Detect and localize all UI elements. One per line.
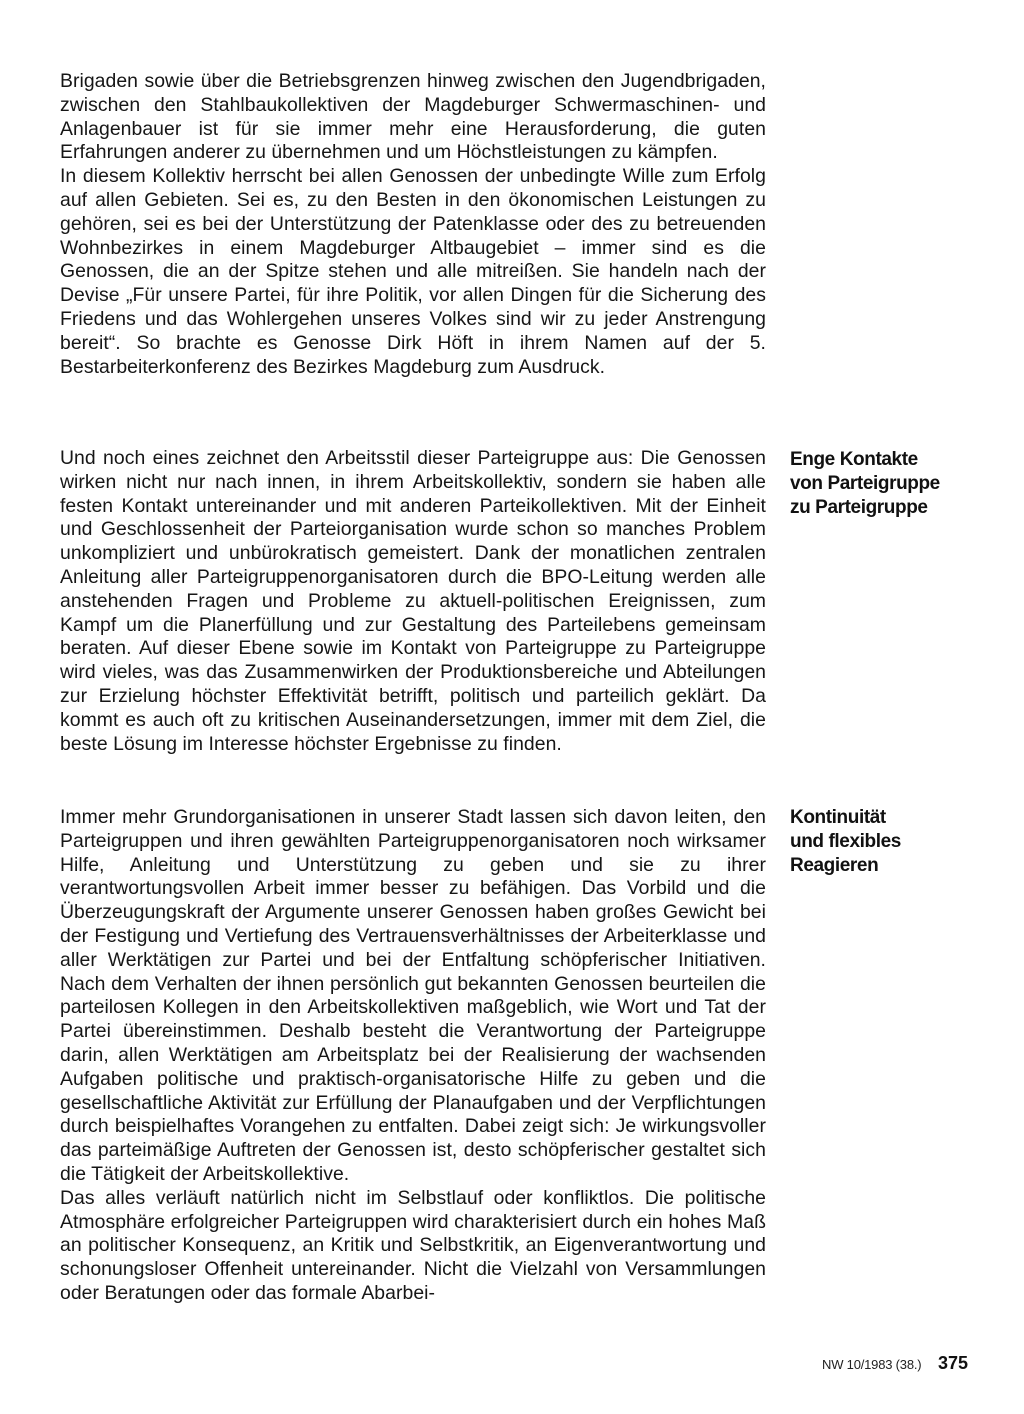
issue-reference: NW 10/1983 (38.) — [822, 1357, 922, 1372]
marginal-heading-contacts — [790, 448, 990, 520]
body-section-2 — [60, 447, 766, 756]
marginal-heading-line: Enge Kontakte — [790, 449, 918, 470]
body-section-1 — [60, 70, 766, 379]
body-paragraph: Und noch eines zeichnet den Arbeitsstil dieser Parteigruppe aus: Die Genossen wirken nicht nur nach innen, in ihrem Arbeitskollektiv, sondern sie haben alle festen Kontakt untereinander und mit anderen Parteikollektiven. Mit der Einheit und Geschlossenheit der Parteiorganisation wurde schon so manches Problem unkompliziert und unbürokratisch gemeistert. Dank der monatlichen zentralen Anleitung aller Parteigruppenorganisatoren durch die BPO-Leitung werden alle anstehenden Fragen und Probleme zu aktuell-politischen Ereignissen, zum Kampf um die Planerfüllung und zur Gestaltung des Parteilebens gemeinsam beraten. Auf dieser Ebene sowie im Kontakt von Parteigruppe zu Parteigruppe wird vieles, was das Zusammenwirken der Produktionsbereiche und Abteilungen zur Erzielung höchster Effektivität betrifft, politisch und parteilich geklärt. Da kommt es auch oft zu kritischen Auseinandersetzungen, immer mit dem Ziel, die beste Lösung im Interesse höchster Ergebnisse zu finden. — [60, 447, 766, 755]
body-paragraph: Immer mehr Grundorganisationen in unserer Stadt lassen sich davon leiten, den Parteigruppen und ihren gewählten Parteigruppenorganisatoren noch wirksamer Hilfe, Anleitung und Unterstützung zu geben und sie zu ihrer verantwortungsvollen Arbeit immer besser zu befähigen. Das Vorbild und die Überzeugungskraft der Argumente unserer Genossen haben großes Gewicht bei der Festigung und Vertiefung des Vertrauensverhältnisses der Arbeiterklasse und aller Werktätigen zur Partei und bei der Entfaltung schöpferischer Initiativen. Nach dem Verhalten der ihnen persönlich gut bekannten Genossen beurteilen die parteilosen Kollegen in den Arbeitskollektiven maßgeblich, wie Wort und Tat der Partei übereinstimmen. Deshalb besteht die Verantwortung der Parteigruppe darin, allen Werktätigen am Arbeitsplatz bei der Realisierung der wachsenden Aufgaben politische und praktisch-organisatorische Hilfe zu geben und die gesellschaftliche Aktivität zur Erfüllung der Planaufgaben und der Verpflichtungen durch beispielhaftes Vorangehen zu entfalten. Dabei zeigt sich: Je wirkungsvoller das parteimäßige Auftreten der Genossen ist, desto schöpferischer gestaltet sich die Tätigkeit der Arbeitskollektive. — [60, 806, 766, 1185]
marginal-heading-line: Reagieren — [790, 855, 879, 876]
body-paragraph: Das alles verläuft natürlich nicht im Selbstlauf oder konfliktlos. Die politische Atmosphäre erfolgreicher Parteigruppen wird charakterisiert durch ein hohes Maß an politischer Konsequenz, an Kritik und Selbstkritik, an Eigenverantwortung und schonungsloser Offenheit untereinander. Nicht die Vielzahl von Versammlungen oder Beratungen oder das formale Abarbei- — [60, 1186, 766, 1304]
body-paragraph: In diesem Kollektiv herrscht bei allen Genossen der unbedingte Wille zum Erfolg auf allen Gebieten. Sei es, zu den Besten in den ökonomischen Leistungen zu gehören, sei es bei der Unterstützung der Patenklasse oder des zu betreuenden Wohnbezirkes in einem Magdeburger Altbaugebiet – immer sind es die Genossen, die an der Spitze stehen und alle mitreißen. Sie handeln nach der Devise „Für unsere Partei, für ihre Politik, vor allen Dingen für die Sicherung des Friedens und das Wohlergehen unseres Volkes sind wir zu jeder Anstrengung bereit“. So brachte es Genosse Dirk Höft in ihrem Namen auf der 5. Bestarbeiterkonferenz des Bezirkes Magdeburg zum Ausdruck. — [60, 165, 766, 378]
marginal-heading-line: und flexibles — [790, 831, 901, 852]
marginal-heading-line: Kontinuität — [790, 807, 886, 828]
marginal-heading-line: von Parteigruppe — [790, 473, 940, 494]
marginal-heading-continuity — [790, 806, 990, 878]
body-section-3 — [60, 806, 766, 1306]
page-number: 375 — [938, 1353, 969, 1373]
body-paragraph: Brigaden sowie über die Betriebsgrenzen hinweg zwischen den Jugendbrigaden, zwischen den Stahlbaukollektiven der Magdeburger Schwermaschinen- und Anlagenbauer ist für sie immer mehr eine Herausforderung, die guten Erfahrungen anderer zu übernehmen und um Höchstleistungen zu kämpfen. — [60, 70, 766, 164]
page-footer — [0, 1355, 1024, 1379]
marginal-heading-line: zu Parteigruppe — [790, 497, 928, 518]
